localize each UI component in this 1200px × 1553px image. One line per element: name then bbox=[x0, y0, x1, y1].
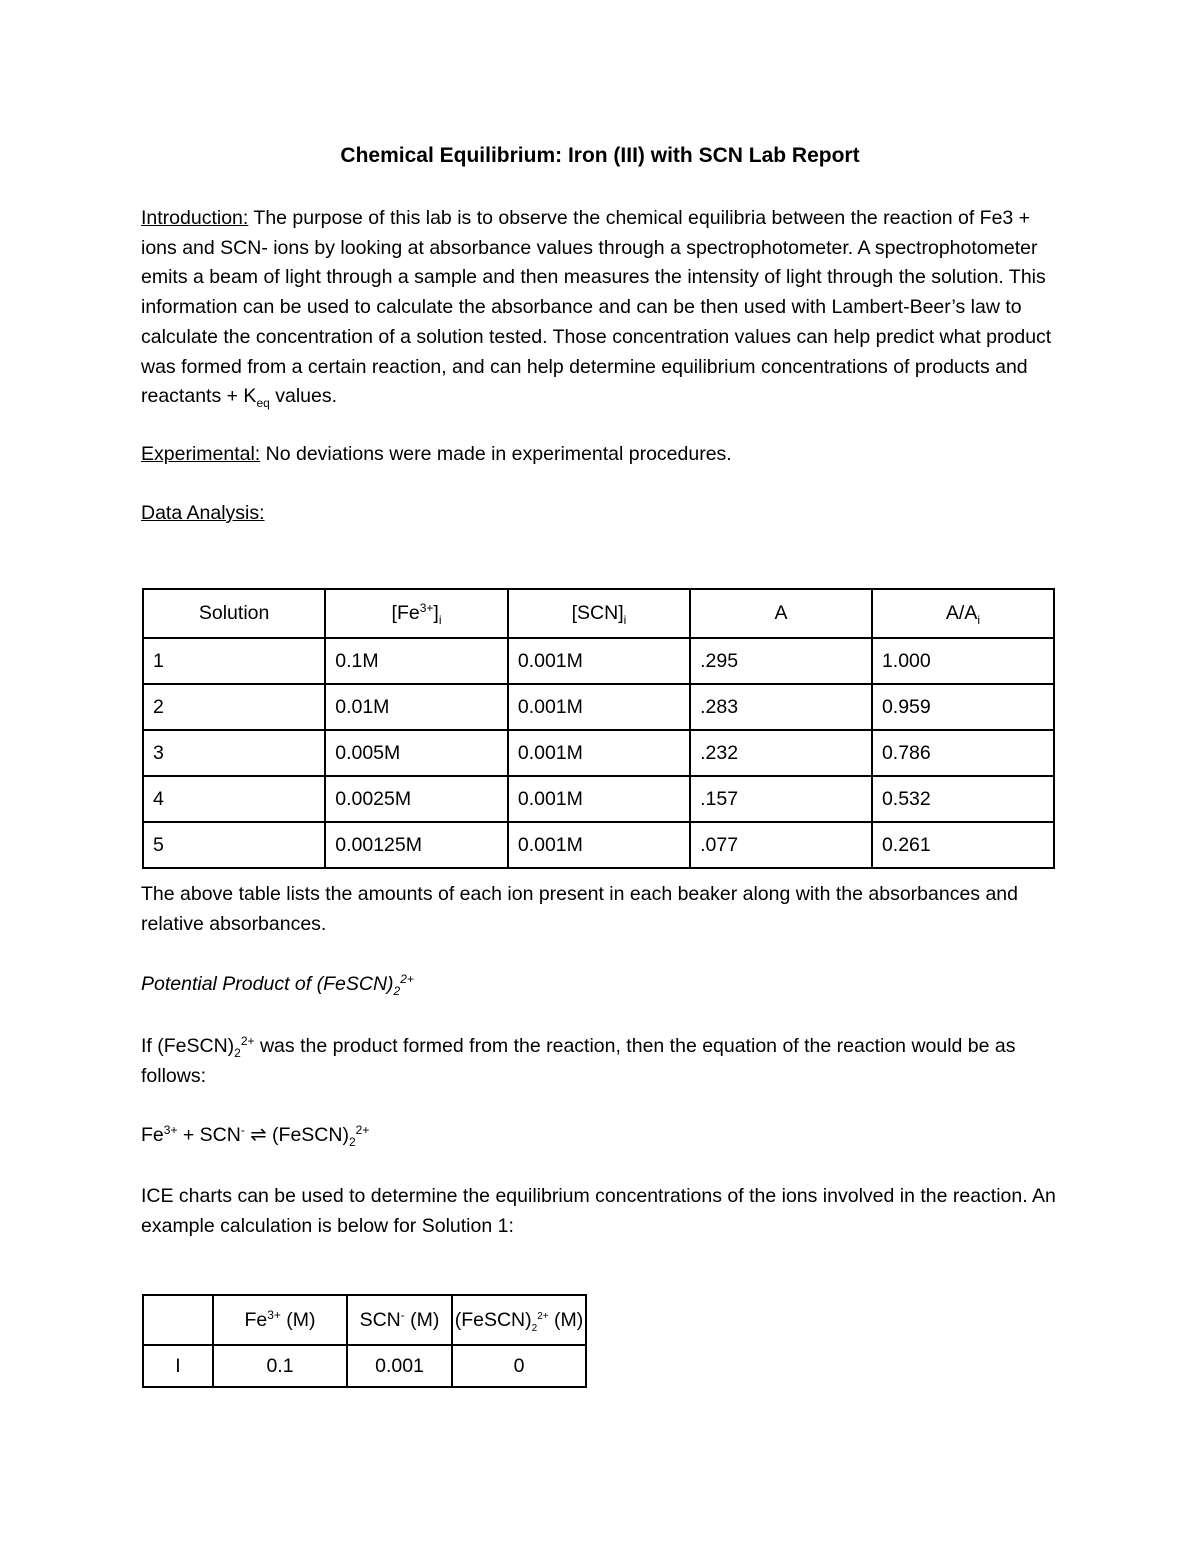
ice-header-fe: $Fe^{3+}$ (M) bbox=[213, 1295, 347, 1345]
experimental-paragraph bbox=[141, 440, 1066, 470]
cell-scn: 0.001M bbox=[508, 638, 690, 684]
cell-scn: 0.001M bbox=[508, 822, 690, 868]
table-row bbox=[143, 730, 1054, 776]
keq-subscript: eq bbox=[256, 396, 270, 411]
cell-absorbance: .232 bbox=[690, 730, 872, 776]
cell-absorbance: .077 bbox=[690, 822, 872, 868]
cell-fe: 0.01M bbox=[325, 684, 508, 730]
cell-absorbance: .157 bbox=[690, 776, 872, 822]
header-fe-initial: $[Fe^{3+}]_i$ bbox=[325, 589, 508, 638]
data-analysis-heading bbox=[141, 499, 1066, 529]
experimental-text: No deviations were made in experimental procedures. bbox=[260, 443, 732, 465]
introduction-text: The purpose of this lab is to observe the chemical equilibria between the reaction of Fe3 + ions and SCN- ions by looking at absorbance values through a spectrophotometer. A spectrophotometer emits a beam of light through a sample and then measures the intensity of light through the solution. This information can be used to calculate the absorbance and can be then used with Lambert-Beer’s law to calculate the concentration of a solution tested. Those concentration values can help predict what product was formed from a certain reaction, and can help determine equilibrium concentrations of products and reactants + K bbox=[141, 207, 1052, 408]
cell-ratio: 1.000 bbox=[872, 638, 1054, 684]
cell-ratio: 0.959 bbox=[872, 684, 1054, 730]
cell-scn: 0.001M bbox=[508, 730, 690, 776]
cell-fe: 0.00125M bbox=[325, 822, 508, 868]
table-row bbox=[143, 638, 1054, 684]
table-row bbox=[143, 1345, 586, 1387]
data-analysis-label: Data Analysis: bbox=[141, 502, 265, 524]
header-relative-absorbance: $A/A_i$ bbox=[872, 589, 1054, 638]
cell-fe: 0.1M bbox=[325, 638, 508, 684]
table-row bbox=[143, 822, 1054, 868]
experimental-label: Experimental: bbox=[141, 443, 261, 465]
cell-solution: 1 bbox=[143, 638, 325, 684]
ice-table bbox=[142, 1294, 587, 1388]
cell-ratio: 0.532 bbox=[872, 776, 1054, 822]
cell-solution: 3 bbox=[143, 730, 325, 776]
potential-product-heading: Potential Product of $(FeSCN)_2^{2+}$ bbox=[141, 972, 414, 998]
ice-cell-product: 0 bbox=[452, 1345, 586, 1387]
cell-fe: 0.0025M bbox=[325, 776, 508, 822]
ice-cell-fe: 0.1 bbox=[213, 1345, 347, 1387]
table-header-row bbox=[143, 589, 1054, 638]
header-solution: Solution bbox=[143, 589, 325, 638]
cell-scn: 0.001M bbox=[508, 684, 690, 730]
report-title: Chemical Equilibrium: Iron (III) with SCN Lab Report bbox=[340, 144, 860, 167]
absorbance-table bbox=[142, 588, 1055, 869]
ice-header-row bbox=[143, 1295, 586, 1345]
cell-scn: 0.001M bbox=[508, 776, 690, 822]
cell-fe: 0.005M bbox=[325, 730, 508, 776]
table-row bbox=[143, 776, 1054, 822]
cell-ratio: 0.261 bbox=[872, 822, 1054, 868]
cell-absorbance: .283 bbox=[690, 684, 872, 730]
cell-solution: 5 bbox=[143, 822, 325, 868]
cell-solution: 2 bbox=[143, 684, 325, 730]
introduction-end: values. bbox=[269, 385, 338, 408]
ice-header-product: $(FeSCN)_2^{2+}$ (M) bbox=[452, 1295, 586, 1345]
cell-ratio: 0.786 bbox=[872, 730, 1054, 776]
ice-header-scn: SCN- (M) bbox=[347, 1295, 452, 1345]
ice-chart-paragraph: ICE charts can be used to determine the equilibrium concentrations of the ions involved in the reaction. An example calculation is below for Solution 1: bbox=[141, 1185, 1056, 1237]
if-product-paragraph: If $(FeSCN)_2^{2+}$ was the product formed from the reaction, then the equation of the reaction would be as follows: bbox=[141, 1034, 1016, 1087]
reaction-equation: $Fe^{3+} + SCN^-$ ⇌ $(FeSCN)_2^{2+}$ bbox=[141, 1123, 370, 1149]
header-scn-initial: $[SCN]_i$ bbox=[508, 589, 690, 638]
cell-solution: 4 bbox=[143, 776, 325, 822]
table-caption: The above table lists the amounts of each ion present in each beaker along with the absorbances and relative absorbances. bbox=[141, 883, 1018, 935]
introduction-paragraph bbox=[141, 204, 1066, 412]
table-row bbox=[143, 684, 1054, 730]
ice-header-blank bbox=[143, 1295, 213, 1345]
introduction-label: Introduction: bbox=[141, 207, 249, 229]
cell-absorbance: .295 bbox=[690, 638, 872, 684]
ice-row-label: I bbox=[143, 1345, 213, 1387]
ice-cell-scn: 0.001 bbox=[347, 1345, 452, 1387]
header-absorbance: A bbox=[690, 589, 872, 638]
